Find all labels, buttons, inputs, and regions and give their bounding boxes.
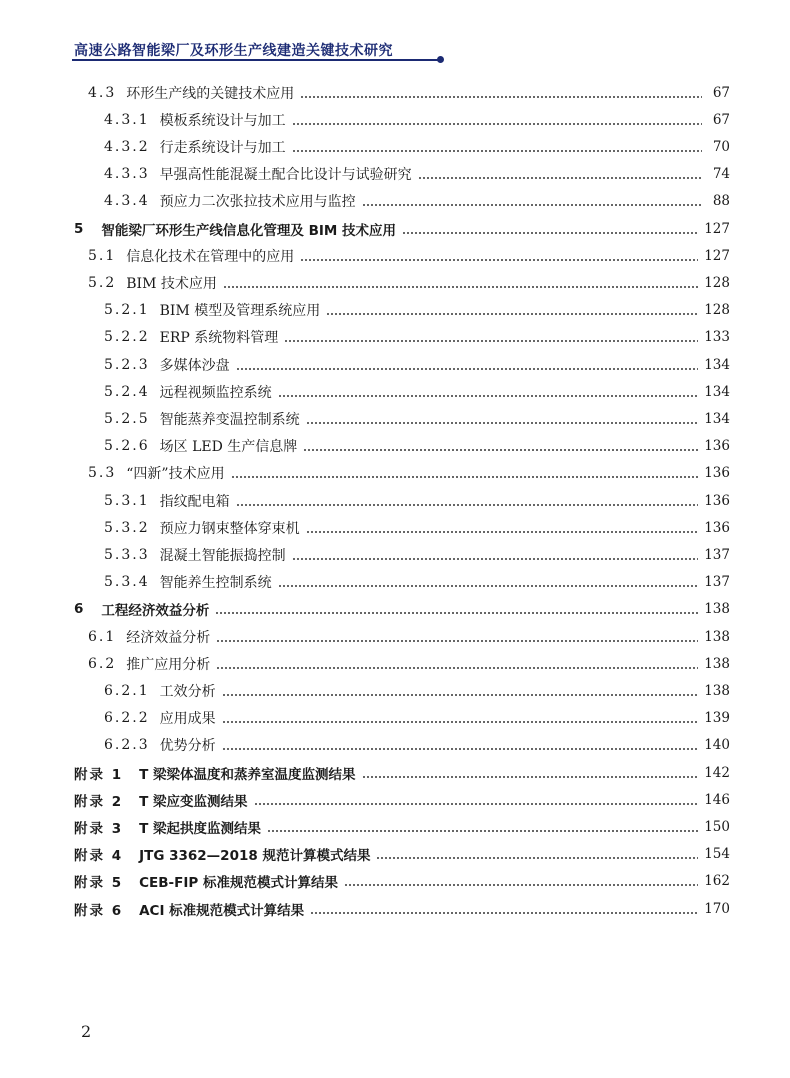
toc-entry-page: 136	[704, 465, 730, 482]
toc-entry[interactable]	[74, 215, 730, 242]
header-rule-dot	[437, 56, 444, 63]
toc-entry-number: 5.2.4	[104, 383, 150, 400]
toc-entry-number: 6.2.2	[104, 710, 150, 727]
toc-entry-number: 4.3.1	[104, 111, 150, 128]
toc-entry-page: 127	[704, 247, 730, 264]
toc-entry-page: 162	[704, 873, 730, 890]
toc-entry-number: 6.1	[88, 628, 117, 645]
toc-entry[interactable]	[74, 596, 730, 623]
toc-entry-page: 134	[704, 356, 730, 373]
toc-leader-dots	[303, 449, 698, 451]
toc-entry-title: ACI 标准规范模式计算结果	[139, 902, 305, 919]
toc-leader-dots	[215, 612, 698, 614]
toc-leader-dots	[376, 857, 698, 859]
toc-leader-dots	[292, 150, 702, 152]
toc-entry[interactable]	[88, 460, 730, 487]
toc-entry-number: 4.3.2	[104, 138, 150, 155]
toc-entry[interactable]	[88, 269, 730, 296]
toc-entry-title: 智能蒸养变温控制系统	[159, 411, 300, 428]
toc-entry-page: 142	[704, 764, 730, 781]
toc-entry-number: 5.2.2	[104, 329, 150, 346]
toc-entry-page: 134	[704, 410, 730, 427]
toc-entry-number: 5	[74, 220, 86, 237]
toc-entry-number: 4.3.3	[104, 166, 150, 183]
toc-leader-dots	[402, 232, 698, 234]
toc-entry[interactable]	[74, 841, 730, 868]
toc-leader-dots	[344, 884, 698, 886]
toc-leader-dots	[362, 204, 702, 206]
toc-entry-title: T 梁起拱度监测结果	[139, 820, 262, 837]
header-rule	[72, 59, 440, 61]
toc-leader-dots	[284, 340, 698, 342]
toc-entry-title: BIM 技术应用	[126, 275, 217, 292]
toc-leader-dots	[222, 721, 699, 723]
toc-entry-number: 5.3.3	[104, 546, 150, 563]
toc-entry-title: 环形生产线的关键技术应用	[126, 85, 295, 102]
toc-entry[interactable]	[88, 650, 730, 677]
toc-entry-page: 139	[704, 710, 730, 727]
toc-entry-number: 6.2.1	[104, 682, 150, 699]
toc-leader-dots	[236, 368, 699, 370]
toc-entry-page: 133	[704, 329, 730, 346]
toc-entry-number: 附录 2	[74, 793, 124, 810]
toc-entry-number: 6	[74, 601, 86, 618]
toc-entry-title: 智能养生控制系统	[159, 575, 272, 592]
toc-leader-dots	[216, 640, 698, 642]
toc-leader-dots	[300, 96, 702, 98]
toc-leader-dots	[254, 803, 699, 805]
toc-entry-number: 附录 5	[74, 875, 124, 892]
toc-entry[interactable]	[104, 514, 730, 541]
toc-entry-title: 混凝土智能振捣控制	[159, 547, 286, 564]
toc-entry[interactable]	[88, 623, 730, 650]
toc-entry[interactable]	[104, 133, 730, 160]
toc-leader-dots	[223, 286, 698, 288]
toc-entry-number: 5.3.4	[104, 574, 150, 591]
toc-entry-page: 136	[704, 519, 730, 536]
toc-entry-title: ERP 系统物料管理	[159, 330, 279, 347]
toc-entry[interactable]	[88, 242, 730, 269]
toc-entry-page: 137	[704, 546, 730, 563]
toc-leader-dots	[216, 667, 698, 669]
toc-entry-title: JTG 3362—2018 规范计算模式结果	[139, 848, 371, 865]
toc-leader-dots	[231, 476, 699, 478]
toc-leader-dots	[310, 912, 698, 914]
toc-entry-page: 154	[704, 846, 730, 863]
toc-entry-title: 经济效益分析	[126, 629, 211, 646]
toc-entry-number: 5.3	[88, 465, 117, 482]
toc-leader-dots	[306, 531, 699, 533]
toc-entry-number: 6.2.3	[104, 737, 150, 754]
toc-entry-title: 行走系统设计与加工	[159, 139, 286, 156]
toc-entry-page: 128	[704, 274, 730, 291]
toc-entry-title: T 梁梁体温度和蒸养室温度监测结果	[139, 766, 356, 783]
toc-entry-number: 附录 4	[74, 848, 124, 865]
toc-entry[interactable]	[104, 106, 730, 133]
toc-entry-number: 5.3.2	[104, 519, 150, 536]
toc-leader-dots	[278, 395, 699, 397]
toc-leader-dots	[236, 504, 699, 506]
toc-leader-dots	[222, 694, 699, 696]
toc-leader-dots	[418, 177, 702, 179]
toc-entry-title: T 梁应变监测结果	[139, 793, 248, 810]
toc-entry[interactable]	[104, 378, 730, 405]
toc-entry-title: 预应力钢束整体穿束机	[159, 520, 300, 537]
toc-entry-page: 127	[704, 220, 730, 237]
toc-entry-title: 信息化技术在管理中的应用	[126, 248, 295, 265]
toc-entry-page: 128	[704, 302, 730, 319]
toc-leader-dots	[362, 776, 699, 778]
toc-entry[interactable]	[104, 351, 730, 378]
toc-entry-page: 74	[712, 166, 730, 183]
toc-entry[interactable]	[74, 895, 730, 922]
toc-entry-page: 136	[704, 438, 730, 455]
toc-entry-number: 5.2	[88, 274, 117, 291]
toc-entry-page: 67	[712, 111, 730, 128]
toc-entry-title: 工程经济效益分析	[101, 603, 210, 620]
toc-entry[interactable]	[104, 705, 730, 732]
toc-entry-number: 5.1	[88, 247, 117, 264]
toc-entry-number: 4.3.4	[104, 193, 150, 210]
toc-entry-page: 140	[704, 737, 730, 754]
toc-entry[interactable]	[104, 732, 730, 759]
toc-entry-number: 6.2	[88, 655, 117, 672]
toc-entry-number: 5.3.1	[104, 492, 150, 509]
toc-entry-title: 早强高性能混凝土配合比设计与试验研究	[159, 167, 412, 184]
toc-entry[interactable]	[104, 541, 730, 568]
toc-leader-dots	[306, 422, 699, 424]
toc-leader-dots	[292, 123, 702, 125]
toc-entry[interactable]	[74, 813, 730, 840]
toc-entry-title: 场区 LED 生产信息牌	[159, 439, 298, 456]
toc-leader-dots	[278, 585, 699, 587]
toc-entry[interactable]	[74, 786, 730, 813]
toc-entry-page: 67	[712, 84, 730, 101]
toc-entry-title: 推广应用分析	[126, 656, 211, 673]
toc-entry-page: 138	[704, 628, 730, 645]
toc-entry[interactable]	[104, 297, 730, 324]
toc-entry[interactable]	[104, 161, 730, 188]
toc-entry-number: 附录 1	[74, 766, 124, 783]
toc-entry-page: 70	[712, 138, 730, 155]
toc-entry-title: 预应力二次张拉技术应用与监控	[159, 194, 356, 211]
toc-leader-dots	[300, 259, 698, 261]
toc-leader-dots	[267, 830, 698, 832]
toc-entry-number: 5.2.6	[104, 438, 150, 455]
toc-entry[interactable]	[88, 79, 730, 106]
toc-entry-page: 170	[704, 900, 730, 917]
toc-entry-title: 模板系统设计与加工	[159, 112, 286, 129]
toc-entry-title: 远程视频监控系统	[159, 384, 272, 401]
toc-entry-number: 5.2.3	[104, 356, 150, 373]
toc-entry-page: 138	[704, 682, 730, 699]
toc-leader-dots	[292, 558, 699, 560]
toc-entry-title: CEB-FIP 标准规范模式计算结果	[139, 875, 338, 892]
toc-entry-title: 多媒体沙盘	[159, 357, 230, 374]
toc-leader-dots	[222, 748, 699, 750]
toc-entry-title: BIM 模型及管理系统应用	[159, 303, 321, 320]
toc-entry-number: 附录 3	[74, 820, 124, 837]
toc-entry[interactable]	[104, 487, 730, 514]
toc-entry-title: “四新”技术应用	[126, 466, 225, 483]
toc-entry-page: 138	[704, 601, 730, 618]
toc-leader-dots	[326, 313, 698, 315]
toc-entry[interactable]	[104, 405, 730, 432]
toc-entry[interactable]	[104, 569, 730, 596]
page-number: 2	[81, 1022, 92, 1041]
toc-entry-title: 指纹配电箱	[159, 493, 230, 510]
toc-entry-number: 5.2.1	[104, 302, 150, 319]
toc-entry-page: 138	[704, 655, 730, 672]
running-header-title: 高速公路智能梁厂及环形生产线建造关键技术研究	[74, 43, 393, 59]
toc-entry-page: 134	[704, 383, 730, 400]
toc-entry[interactable]	[104, 433, 730, 460]
toc-entry-page: 146	[704, 791, 730, 808]
toc-entry[interactable]	[104, 324, 730, 351]
toc-entry-page: 88	[712, 193, 730, 210]
toc-entry-title: 应用成果	[159, 711, 216, 728]
toc-entry-number: 附录 6	[74, 902, 124, 919]
toc-entry-title: 智能梁厂环形生产线信息化管理及 BIM 技术应用	[101, 222, 397, 239]
toc-entry[interactable]	[74, 759, 730, 786]
toc-entry-number: 4.3	[88, 84, 117, 101]
toc-entry-page: 150	[704, 818, 730, 835]
toc-entry-title: 工效分析	[159, 683, 216, 700]
toc-entry-page: 137	[704, 574, 730, 591]
toc-entry[interactable]	[74, 868, 730, 895]
toc-entry[interactable]	[104, 677, 730, 704]
toc-entry[interactable]	[104, 188, 730, 215]
toc-entry-page: 136	[704, 492, 730, 509]
toc-entry-title: 优势分析	[159, 738, 216, 755]
toc-entry-number: 5.2.5	[104, 410, 150, 427]
